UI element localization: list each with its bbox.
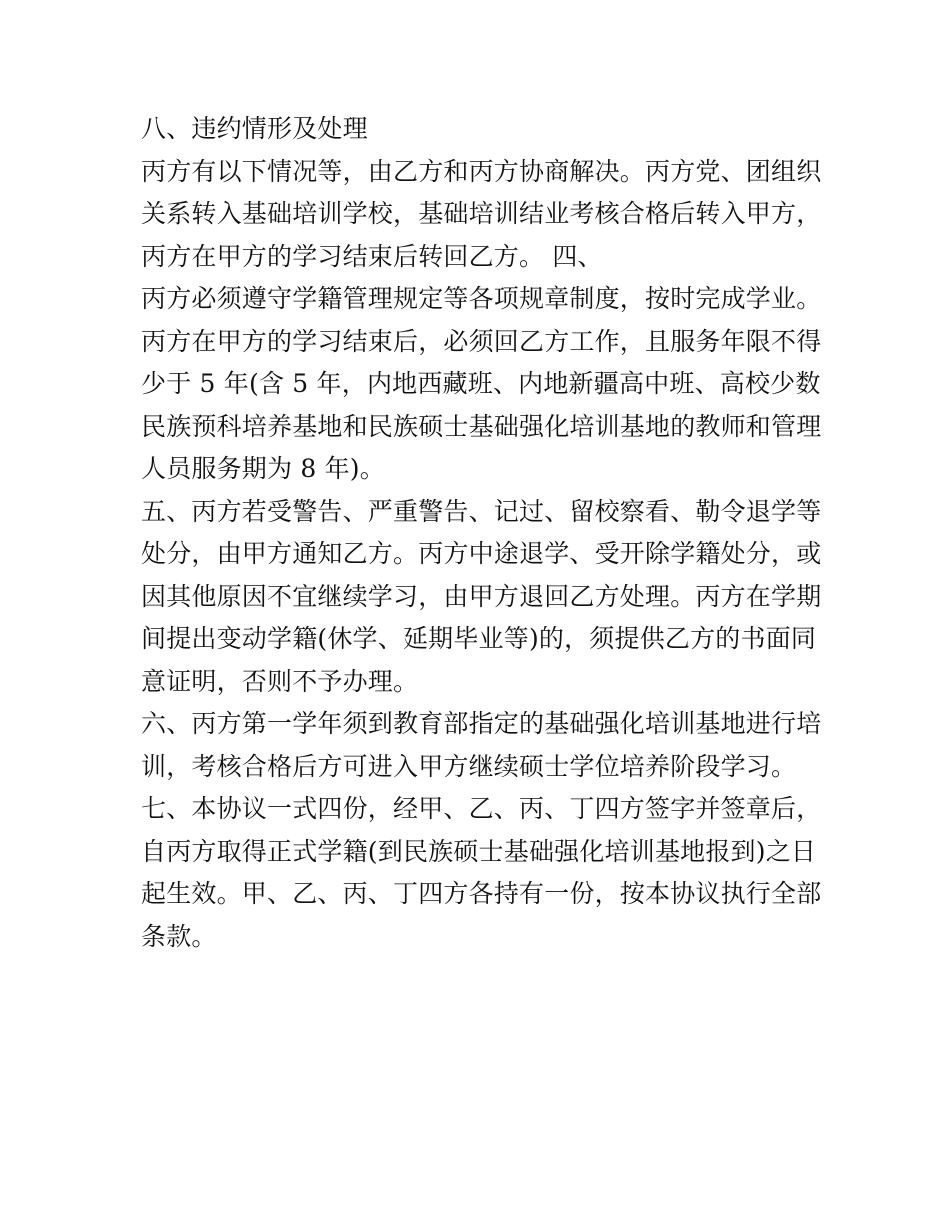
text-line: 人员服务期为 8 年)。: [141, 454, 385, 483]
text-line: 自丙方取得正式学籍(到民族硕士基础强化培训基地报到)之日: [141, 836, 817, 866]
text-line: 间提出变动学籍(休学、延期毕业等)的，须提供乙方的书面同: [141, 624, 817, 653]
text-line: 六、丙方第一学年须到教育部指定的基础强化培训基地进行培: [141, 709, 822, 738]
text-line: 丙方有以下情况等，由乙方和丙方协商解决。丙方党、团组织: [141, 156, 822, 186]
section-heading: 八、违约情形及处理: [141, 114, 368, 143]
text-line: 五、丙方若受警告、严重警告、记过、留校察看、勒令退学等: [141, 496, 822, 526]
text-line: 处分，由甲方通知乙方。丙方中途退学、受开除学籍处分，或: [141, 539, 822, 568]
text-line: 丙方必须遵守学籍管理规定等各项规章制度，按时完成学业。: [141, 284, 822, 313]
text-line: 意证明，否则不予办理。: [141, 666, 419, 696]
text-line: 起生效。甲、乙、丙、丁四方各持有一份，按本协议执行全部: [141, 879, 822, 908]
text-line: 七、本协议一式四份，经甲、乙、丙、丁四方签字并签章后，: [141, 794, 822, 823]
text-line: 关系转入基础培训学校，基础培训结业考核合格后转入甲方，: [141, 199, 822, 228]
text-line: 民族预科培养基地和民族硕士基础强化培训基地的教师和管理: [141, 411, 822, 441]
text-line: 因其他原因不宜继续学习，由甲方退回乙方处理。丙方在学期: [141, 581, 822, 611]
text-line: 训，考核合格后方可进入甲方继续硕士学位培养阶段学习。: [141, 751, 797, 781]
text-line: 丙方在甲方的学习结束后，必须回乙方工作，且服务年限不得: [141, 326, 822, 356]
document-body: [141, 108, 821, 958]
text-line: 少于 5 年(含 5 年，内地西藏班、内地新疆高中班、高校少数: [141, 369, 821, 398]
text-line: 条款。: [141, 921, 217, 951]
text-line: 丙方在甲方的学习结束后转回乙方。 四、: [141, 241, 603, 271]
